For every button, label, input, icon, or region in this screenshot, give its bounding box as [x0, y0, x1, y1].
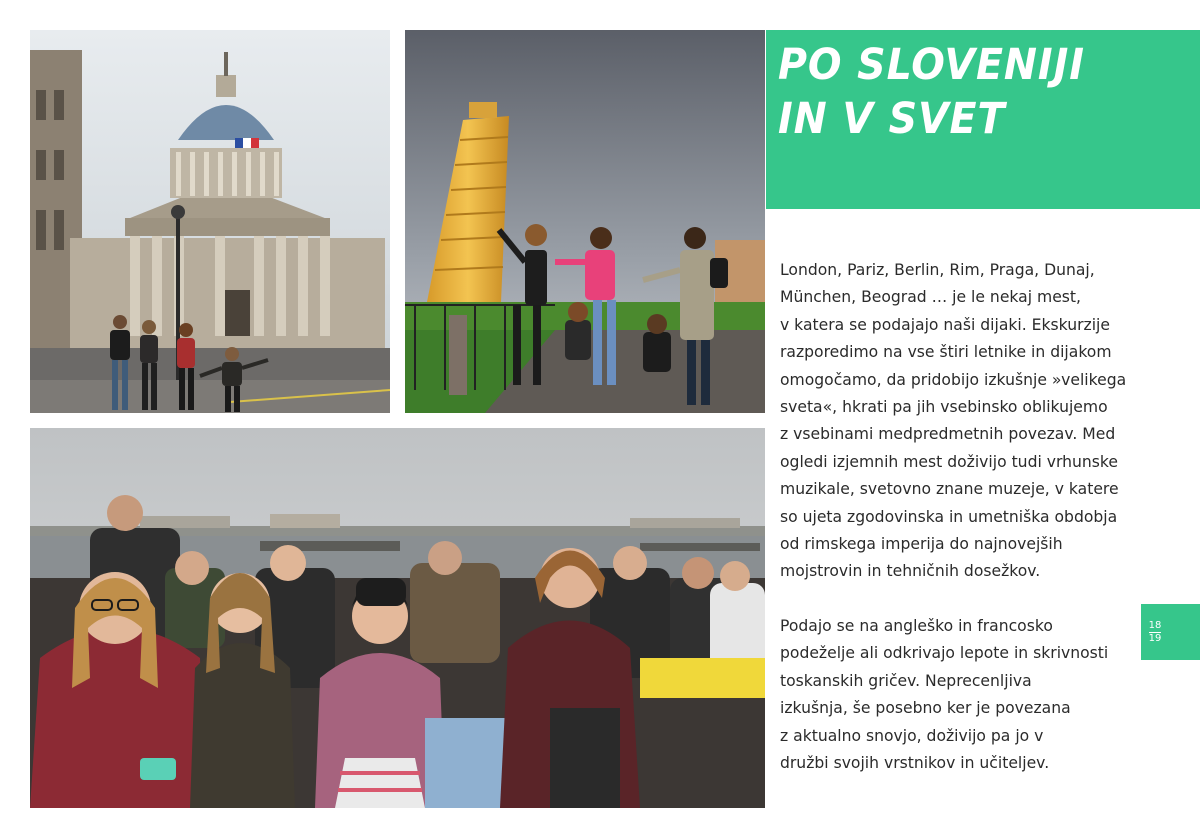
text-line: London, Pariz, Berlin, Rim, Praga, Dunaj,	[780, 261, 1095, 279]
text-line: v katera se podajajo naši dijaki. Ekskurzije	[780, 315, 1110, 334]
text-line: ogledi izjemnih mest doživijo tudi vrhunske	[780, 452, 1118, 471]
text-line: razporedimo na vse štiri letnike in dijakom	[780, 343, 1112, 362]
page-number-right: 19	[1148, 633, 1162, 644]
text-line: so ujeta zgodovinska in umetniška obdobja	[780, 507, 1118, 526]
page-number-tab	[1141, 604, 1200, 660]
text-line: izkušnja, še posebno ker je povezana	[780, 699, 1071, 718]
article-body	[780, 257, 1180, 777]
paragraph-1	[780, 257, 1180, 586]
paragraph-2	[780, 613, 1180, 777]
title-banner	[766, 30, 1200, 209]
text-line: Podajo se na angleško in francosko	[780, 616, 1053, 635]
text-line: muzikale, svetovno znane muzeje, v katere	[780, 480, 1119, 499]
page-title	[778, 38, 1085, 146]
page-number-left: 18	[1148, 620, 1162, 631]
photo-pantheon-paris	[30, 30, 390, 413]
text-line: podeželje ali odkrivajo lepote in skrivnosti	[780, 644, 1109, 663]
text-line: mojstrovin in tehničnih dosežkov.	[780, 562, 1041, 581]
text-line: z aktualno snovjo, doživijo pa jo v	[780, 726, 1044, 745]
title-line-2: IN V SVET	[778, 94, 1006, 144]
photo-tower-pisa	[405, 30, 765, 413]
photo-boat-group	[30, 428, 765, 808]
text-line: sveta«, hkrati pa jih vsebinsko oblikujemo	[780, 398, 1108, 417]
text-line: družbi svojih vrstnikov in učiteljev.	[780, 753, 1050, 772]
text-line: z vsebinami medpredmetnih povezav. Med	[780, 425, 1116, 444]
text-line: od rimskega imperija do najnovejših	[780, 535, 1063, 554]
text-line: toskanskih gričev. Neprecenljiva	[780, 671, 1032, 690]
title-line-1: PO SLOVENIJI	[778, 40, 1085, 90]
text-line: München, Beograd … je le nekaj mest,	[780, 288, 1081, 307]
text-line: omogočamo, da pridobijo izkušnje »velikega	[780, 370, 1127, 389]
